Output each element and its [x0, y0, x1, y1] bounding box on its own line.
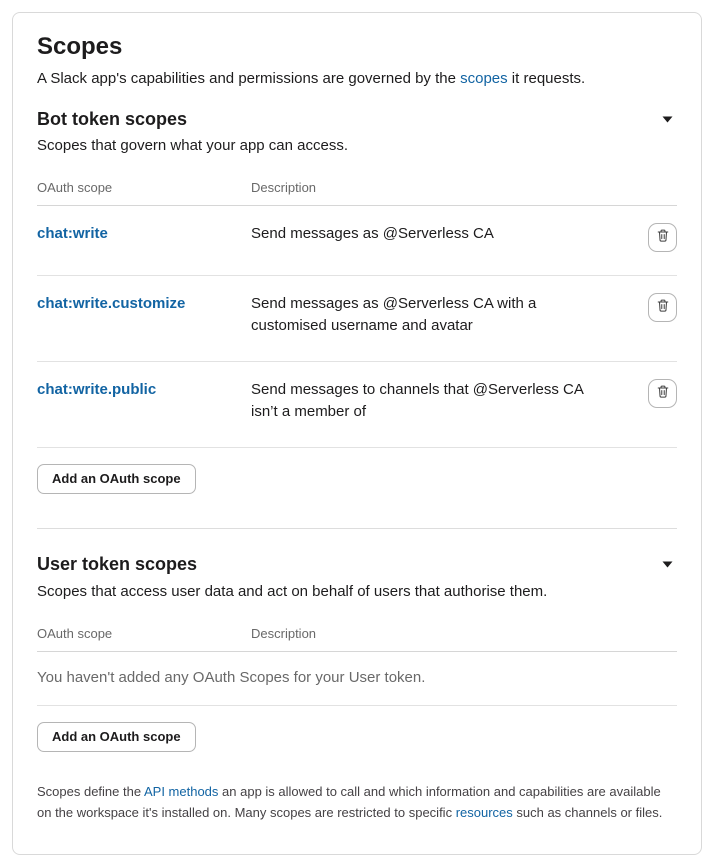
scope-link-chat-write-customize[interactable]: chat:write.customize — [37, 294, 186, 312]
scope-link-chat-write-public[interactable]: chat:write.public — [37, 380, 157, 398]
bot-section-header — [37, 108, 677, 131]
bot-section-description: Scopes that govern what your app can access. — [37, 136, 349, 154]
table-row — [37, 362, 677, 448]
scope-description-cell: Send messages to channels that @Serverless CA isn’t a member of — [251, 380, 584, 421]
footer-text-3: such as channels or files. — [512, 804, 663, 820]
footer-note — [37, 782, 677, 824]
column-header-oauth-scope: OAuth scope — [37, 179, 113, 195]
resources-link[interactable]: resources — [455, 804, 513, 820]
user-scopes-empty-message: You haven't added any OAuth Scopes for your User token. — [37, 652, 677, 706]
scope-link-chat-write[interactable]: chat:write — [37, 224, 108, 242]
scope-name-cell — [37, 293, 251, 312]
chevron-down-icon — [662, 556, 673, 571]
add-bot-oauth-scope-button[interactable]: Add an OAuth scope — [37, 464, 196, 494]
scope-description-cell: Send messages as @Serverless CA — [251, 224, 494, 242]
trash-icon — [656, 298, 670, 316]
delete-scope-button[interactable] — [648, 223, 677, 252]
delete-scope-button[interactable] — [648, 379, 677, 408]
scope-name-cell — [37, 223, 251, 242]
bot-section-collapse-button[interactable] — [658, 114, 677, 125]
delete-scope-button[interactable] — [648, 293, 677, 322]
user-section-heading: User token scopes — [37, 554, 198, 575]
footer-text-1: Scopes define the — [37, 783, 144, 799]
column-header-description: Description — [251, 179, 317, 195]
page-intro — [37, 68, 677, 90]
user-table-header — [37, 626, 677, 652]
intro-text-before: A Slack app's capabilities and permissions are governed by the — [37, 69, 461, 87]
scope-description-cell: Send messages as @Serverless CA with a customised username and avatar — [251, 294, 537, 335]
table-row — [37, 276, 677, 362]
bot-table-header — [37, 180, 677, 206]
footer-text-2: an app is allowed to call and which information and capabilities are available on the workspace it's installed on. Many scopes are restricted to specific — [37, 783, 661, 820]
chevron-down-icon — [662, 111, 673, 126]
intro-text-after: it requests. — [507, 69, 586, 87]
user-section-header — [37, 553, 677, 576]
table-row — [37, 206, 677, 276]
scopes-card — [12, 12, 702, 855]
trash-icon — [656, 384, 670, 402]
scope-name-cell — [37, 379, 251, 398]
column-header-oauth-scope: OAuth scope — [37, 625, 113, 641]
user-section-description: Scopes that access user data and act on behalf of users that authorise them. — [37, 582, 548, 600]
user-section-collapse-button[interactable] — [658, 559, 677, 570]
scopes-doc-link[interactable]: scopes — [460, 69, 508, 87]
trash-icon — [656, 228, 670, 246]
section-divider — [37, 528, 677, 529]
page-title: Scopes — [37, 33, 123, 60]
add-user-oauth-scope-button[interactable]: Add an OAuth scope — [37, 722, 196, 752]
bot-section-heading: Bot token scopes — [37, 108, 188, 129]
column-header-description: Description — [251, 625, 317, 641]
api-methods-link[interactable]: API methods — [143, 783, 219, 799]
